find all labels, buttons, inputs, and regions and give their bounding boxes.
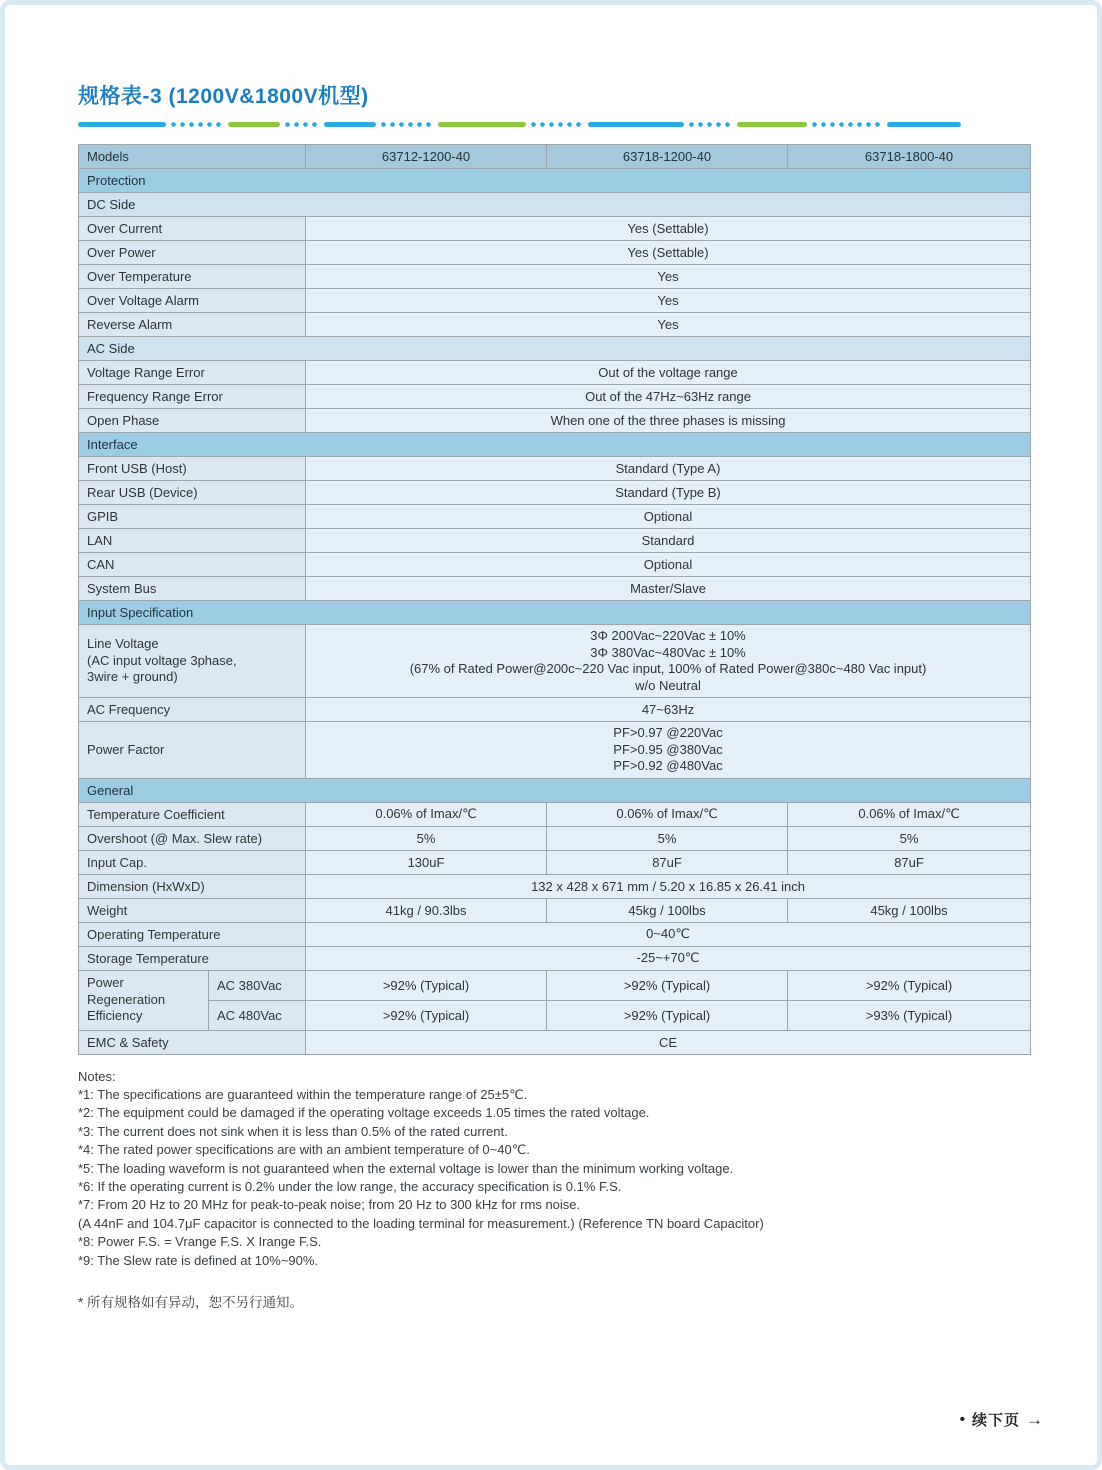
spec-value: 87uF	[547, 850, 788, 874]
spec-label: CAN	[79, 553, 306, 577]
subsection-label: AC Side	[79, 337, 1031, 361]
spec-label: Over Voltage Alarm	[79, 289, 306, 313]
spec-value: Optional	[306, 505, 1031, 529]
table-row	[79, 946, 1031, 970]
table-row	[79, 361, 1031, 385]
spec-value: 47~63Hz	[306, 698, 1031, 722]
spec-value: When one of the three phases is missing	[306, 409, 1031, 433]
table-row	[79, 505, 1031, 529]
spec-label: Input Cap.	[79, 850, 306, 874]
spec-label: Frequency Range Error	[79, 385, 306, 409]
table-row-line-voltage	[79, 625, 1031, 698]
label-line: 3wire + ground)	[87, 669, 178, 685]
spec-value: 87uF	[788, 850, 1031, 874]
table-row	[79, 874, 1031, 898]
section-row	[79, 601, 1031, 625]
spec-value: 132 x 428 x 671 mm / 5.20 x 16.85 x 26.41 inch	[306, 874, 1031, 898]
spec-value: Yes (Settable)	[306, 241, 1031, 265]
spec-label: Over Power	[79, 241, 306, 265]
spec-value: Yes	[306, 313, 1031, 337]
model-name: 63718-1200-40	[547, 145, 788, 169]
table-row	[79, 529, 1031, 553]
section-row	[79, 433, 1031, 457]
value-line: (67% of Rated Power@200c~220 Vac input, 100% of Rated Power@380c~480 Vac input)	[409, 661, 927, 676]
spec-value: 0.06% of Imax/℃	[547, 802, 788, 826]
table-row	[79, 802, 1031, 826]
table-row	[79, 698, 1031, 722]
spec-label: Weight	[79, 898, 306, 922]
note-item: *3: The current does not sink when it is less than 0.5% of the rated current.	[78, 1123, 508, 1139]
value-line: 3Φ 200Vac~220Vac ± 10%	[590, 628, 746, 643]
table-row	[79, 898, 1031, 922]
table-row	[79, 217, 1031, 241]
spec-value: 0~40℃	[306, 922, 1031, 946]
spec-value: Standard (Type B)	[306, 481, 1031, 505]
table-row	[79, 385, 1031, 409]
spec-value: 45kg / 100lbs	[547, 898, 788, 922]
spec-label: Over Current	[79, 217, 306, 241]
spec-label: EMC & Safety	[79, 1030, 306, 1054]
section-label: Interface	[79, 433, 1031, 457]
table-row	[79, 826, 1031, 850]
table-row	[79, 289, 1031, 313]
spec-value: 5%	[306, 826, 547, 850]
spec-value	[306, 625, 1031, 698]
spec-label: Reverse Alarm	[79, 313, 306, 337]
section-label: Protection	[79, 169, 1031, 193]
note-item: *5: The loading waveform is not guaranteed when the external voltage is lower than the minimum working voltage.	[78, 1160, 734, 1176]
spec-label: Dimension (HxWxD)	[79, 874, 306, 898]
spec-table	[78, 144, 1031, 1055]
spec-sublabel: AC 380Vac	[209, 970, 306, 1000]
continue-next-page	[960, 1409, 1044, 1430]
table-row	[79, 265, 1031, 289]
spec-value: Out of the 47Hz~63Hz range	[306, 385, 1031, 409]
spec-value	[306, 722, 1031, 779]
spec-label: Voltage Range Error	[79, 361, 306, 385]
table-row	[79, 481, 1031, 505]
table-row	[79, 922, 1031, 946]
table-row	[79, 1030, 1031, 1054]
section-label: Input Specification	[79, 601, 1031, 625]
label-line: (AC input voltage 3phase,	[87, 652, 237, 668]
spec-value: 5%	[547, 826, 788, 850]
spec-value: 45kg / 100lbs	[788, 898, 1031, 922]
note-item: *8: Power F.S. = Vrange F.S. X Irange F.S.	[78, 1234, 322, 1250]
spec-value: Yes (Settable)	[306, 217, 1031, 241]
page-title: 规格表-3 (1200V&1800V机型)	[78, 85, 369, 108]
spec-value: >92% (Typical)	[547, 1000, 788, 1030]
table-row	[79, 241, 1031, 265]
table-row	[79, 409, 1031, 433]
note-item: *2: The equipment could be damaged if the operating voltage exceeds 1.05 times the rated voltage.	[78, 1105, 650, 1121]
spec-value: Optional	[306, 553, 1031, 577]
spec-label: Front USB (Host)	[79, 457, 306, 481]
table-row-regen-380	[79, 970, 1031, 1000]
spec-value: 130uF	[306, 850, 547, 874]
arrow-right-icon: →	[1026, 1409, 1044, 1429]
table-row-models	[79, 145, 1031, 169]
spec-value: >92% (Typical)	[788, 970, 1031, 1000]
spec-label: AC Frequency	[79, 698, 306, 722]
section-row	[79, 778, 1031, 802]
table-row-regen-480	[79, 1000, 1031, 1030]
subsection-row	[79, 337, 1031, 361]
value-line: w/o Neutral	[635, 677, 701, 693]
table-row-power-factor	[79, 722, 1031, 779]
table-row	[79, 577, 1031, 601]
spec-label	[79, 722, 306, 779]
spec-value: Yes	[306, 265, 1031, 289]
spec-value: Yes	[306, 289, 1031, 313]
section-label: General	[79, 778, 1031, 802]
subsection-row	[79, 193, 1031, 217]
label-line: Line Voltage	[87, 636, 159, 652]
label-line: Power	[87, 975, 124, 991]
spec-value: 0.06% of Imax/℃	[788, 802, 1031, 826]
note-item: *4: The rated power specifications are with an ambient temperature of 0~40℃.	[78, 1142, 530, 1158]
spec-value: Standard	[306, 529, 1031, 553]
spec-value: CE	[306, 1030, 1031, 1054]
spec-value: Out of the voltage range	[306, 361, 1031, 385]
title-separator	[78, 121, 1030, 127]
note-item: *1: The specifications are guaranteed within the temperature range of 25±5℃.	[78, 1086, 528, 1102]
table-row	[79, 850, 1031, 874]
spec-label: Over Temperature	[79, 265, 306, 289]
bullet-icon: •	[959, 1411, 966, 1428]
spec-value: Master/Slave	[306, 577, 1031, 601]
notes-heading: Notes:	[78, 1068, 116, 1084]
value-line: PF>0.92 @480Vac	[613, 758, 723, 773]
spec-label: Overshoot (@ Max. Slew rate)	[79, 826, 306, 850]
spec-value: 0.06% of Imax/℃	[306, 802, 547, 826]
spec-value: >93% (Typical)	[788, 1000, 1031, 1030]
spec-value: >92% (Typical)	[306, 1000, 547, 1030]
spec-label: System Bus	[79, 577, 306, 601]
spec-label	[79, 625, 306, 698]
table-row	[79, 313, 1031, 337]
label-line: Efficiency	[87, 1008, 143, 1024]
spec-label: Open Phase	[79, 409, 306, 433]
note-item: *6: If the operating current is 0.2% under the low range, the accuracy specification is 0.1% F.S.	[78, 1178, 622, 1194]
spec-value: -25~+70℃	[306, 946, 1031, 970]
label-line: Regeneration	[87, 991, 166, 1007]
notes-block	[78, 1068, 1030, 1270]
spec-label: Operating Temperature	[79, 922, 306, 946]
spec-label: Rear USB (Device)	[79, 481, 306, 505]
value-line: PF>0.95 @380Vac	[613, 741, 723, 757]
note-item: *9: The Slew rate is defined at 10%~90%.	[78, 1252, 319, 1268]
spec-value: >92% (Typical)	[547, 970, 788, 1000]
value-line: 3Φ 380Vac~480Vac ± 10%	[590, 644, 746, 660]
models-label: Models	[79, 145, 306, 169]
spec-value: >92% (Typical)	[306, 970, 547, 1000]
model-name: 63712-1200-40	[306, 145, 547, 169]
section-row	[79, 169, 1031, 193]
spec-value: 41kg / 90.3lbs	[306, 898, 547, 922]
table-row	[79, 553, 1031, 577]
model-name: 63718-1800-40	[788, 145, 1031, 169]
spec-value: 5%	[788, 826, 1031, 850]
note-item: *7: From 20 Hz to 20 MHz for peak-to-peak noise; from 20 Hz to 300 kHz for rms noise.	[78, 1197, 581, 1213]
spec-label: Storage Temperature	[79, 946, 306, 970]
chinese-disclaimer: * 所有规格如有异动，恕不另行通知。	[78, 1294, 304, 1310]
label-line: Power Factor	[87, 741, 165, 757]
table-row	[79, 457, 1031, 481]
spec-label: GPIB	[79, 505, 306, 529]
spec-label: Temperature Coefficient	[79, 802, 306, 826]
spec-label: LAN	[79, 529, 306, 553]
spec-sublabel: AC 480Vac	[209, 1000, 306, 1030]
subsection-label: DC Side	[79, 193, 1031, 217]
note-item: (A 44nF and 104.7μF capacitor is connected to the loading terminal for measurement.) (Reference TN board Capacitor)	[78, 1215, 764, 1231]
continue-label: 续下页	[971, 1412, 1020, 1429]
spec-label-group	[79, 970, 209, 1030]
spec-value: Standard (Type A)	[306, 457, 1031, 481]
value-line: PF>0.97 @220Vac	[613, 725, 723, 740]
